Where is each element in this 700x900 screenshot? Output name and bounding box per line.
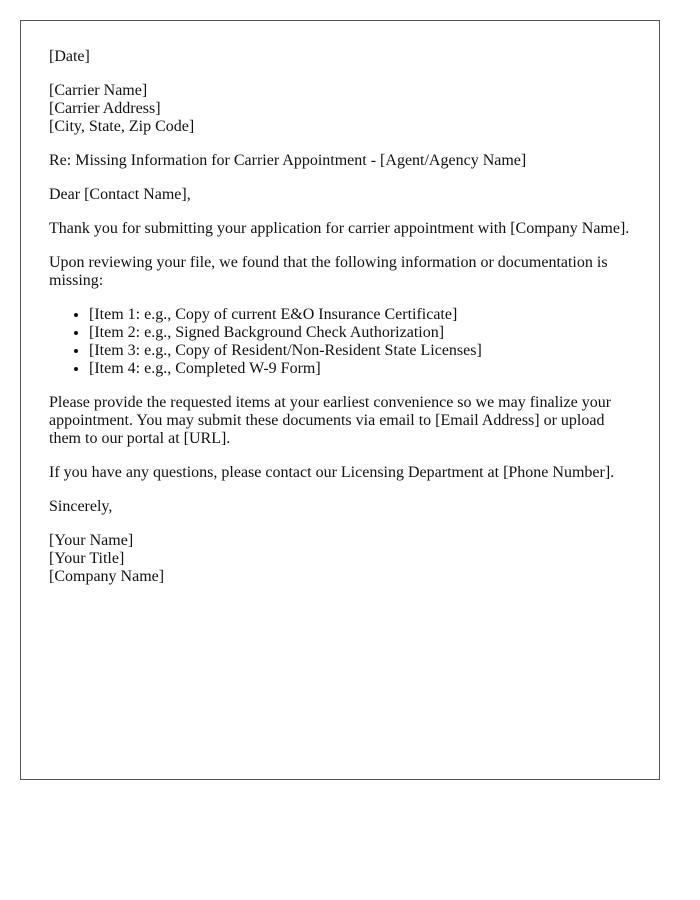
missing-item: • [Item 3: e.g., Copy of Resident/Non-Resident State Licenses] [89,342,631,360]
missing-item: • [Item 1: e.g., Copy of current E&O Insurance Certificate] [89,306,631,324]
closing: Sincerely, [49,498,113,515]
subject-line: Re: Missing Information for Carrier Appointment - [Agent/Agency Name] [49,152,527,169]
signature-name: [Your Name] [49,532,134,549]
letter-document [20,20,660,780]
recipient-city-state-zip: [City, State, Zip Code] [49,118,195,135]
salutation: Dear [Contact Name], [49,186,191,203]
signature-block [49,532,631,586]
recipient-block [49,82,631,136]
signature-company: [Company Name] [49,568,165,585]
recipient-address: [Carrier Address] [49,100,161,117]
missing-items-list [49,306,631,378]
missing-item: • [Item 4: e.g., Completed W-9 Form] [89,360,631,378]
questions-paragraph: If you have any questions, please contact our Licensing Department at [Phone Number]. [49,464,615,481]
missing-items-intro: Upon reviewing your file, we found that the following information or documentation is missing: [49,254,608,289]
letter-date: [Date] [49,48,90,65]
request-paragraph: Please provide the requested items at your earliest convenience so we may finalize your appointment. You may submit these documents via email to [Email Address] or upload them to our portal at [URL]. [49,394,612,447]
missing-item: • [Item 2: e.g., Signed Background Check Authorization] [89,324,631,342]
recipient-name: [Carrier Name] [49,82,148,99]
signature-title: [Your Title] [49,550,125,567]
thanks-paragraph: Thank you for submitting your application for carrier appointment with [Company Name]. [49,220,630,237]
